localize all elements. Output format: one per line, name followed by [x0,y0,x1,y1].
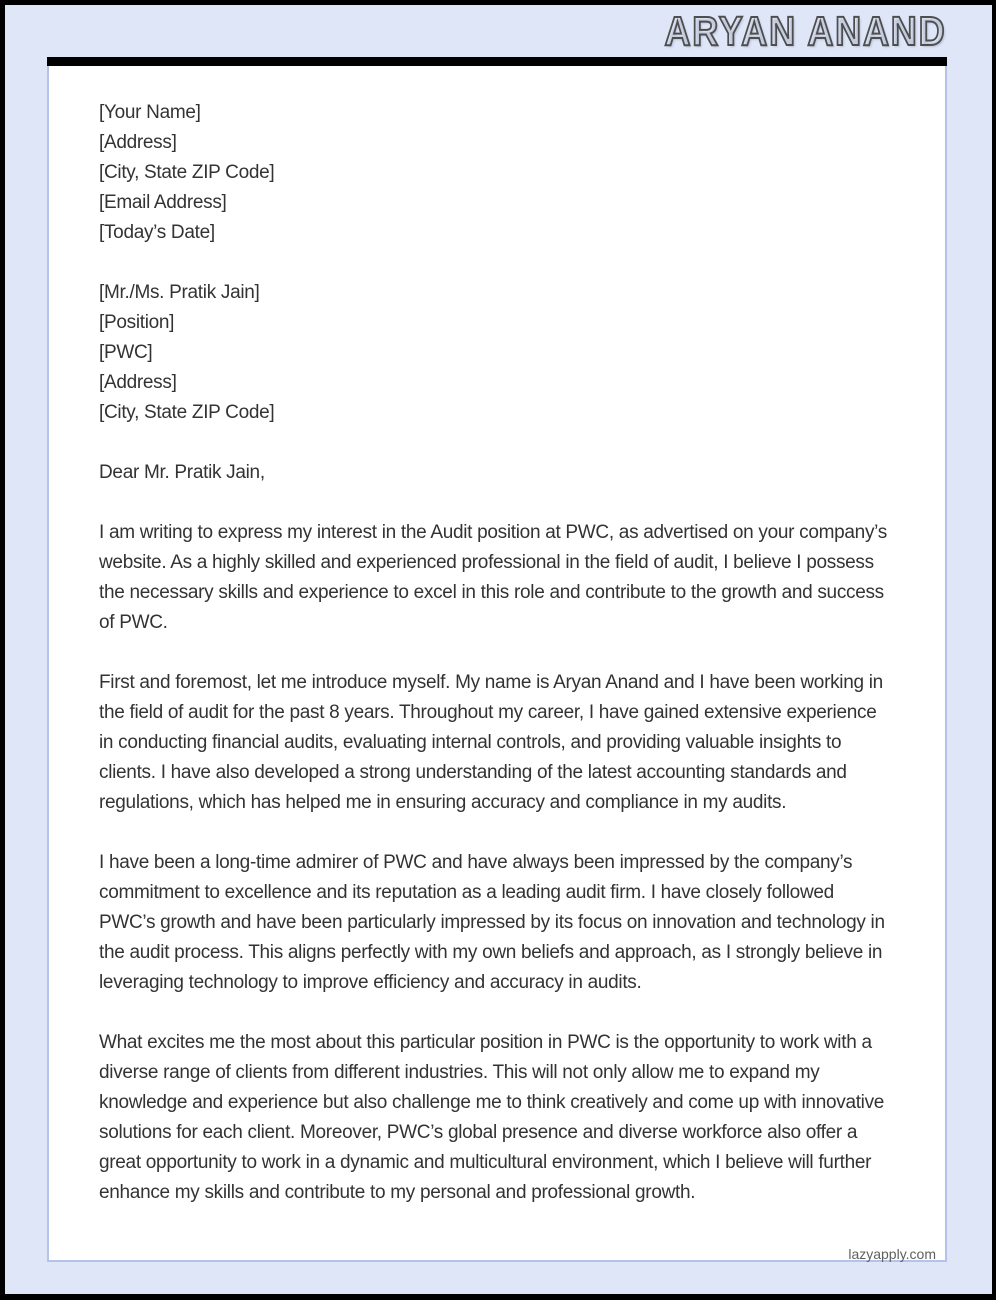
recipient-address-line: [Address] [99,372,177,393]
letter-body [99,98,894,1238]
paragraph-background: First and foremost, let me introduce myself. My name is Aryan Anand and I have been working in the field of audit for the past 8 years. Throughout my career, I have gained extensive experience in conducting financial audits, evaluating internal controls, and providing valuable insights to clients. I have also developed a strong understanding of the latest accounting standards and regulations, which has helped me in ensuring accuracy and compliance in my audits. [99,672,883,813]
paragraph-company-praise: I have been a long-time admirer of PWC and have always been impressed by the company’s commitment to excellence and its reputation as a leading audit firm. I have closely followed PWC’s growth and have been particularly impressed by its focus on innovation and technology in the audit process. This aligns perfectly with my own beliefs and approach, as I strongly believe in leveraging technology to improve efficiency and accuracy in audits. [99,852,885,993]
paragraph-motivation: What excites me the most about this particular position in PWC is the opportunity to work with a diverse range of clients from different industries. This will not only allow me to expand my knowledge and experience but also challenge me to think creatively and come up with innovative solutions for each client. Moreover, PWC’s global presence and diverse workforce also offer a great opportunity to work in a dynamic and multicultural environment, which I believe will further enhance my skills and contribute to my personal and professional growth. [99,1032,885,1203]
brand-name-title: ARYAN ANAND [664,8,946,54]
sender-date-line: [Today’s Date] [99,222,215,243]
sender-email-line: [Email Address] [99,192,227,213]
sender-address-line: [Address] [99,132,177,153]
recipient-city-line: [City, State ZIP Code] [99,402,275,423]
recipient-position-line: [Position] [99,312,175,333]
recipient-address-block [99,278,894,428]
recipient-company-line: [PWC] [99,342,153,363]
sender-city-line: [City, State ZIP Code] [99,162,275,183]
sender-name-line: [Your Name] [99,102,201,123]
paragraph-introduction: I am writing to express my interest in the Audit position at PWC, as advertised on your company’s website. As a highly skilled and experienced professional in the field of audit, I believe I possess the necessary skills and experience to excel in this role and contribute to the growth and success of PWC. [99,522,887,633]
header-rule-divider [47,57,947,66]
watermark-site-link: lazyapply.com [848,1246,936,1262]
salutation: Dear Mr. Pratik Jain, [99,462,265,483]
recipient-name-line: [Mr./Ms. Pratik Jain] [99,282,260,303]
sender-address-block [99,98,894,248]
